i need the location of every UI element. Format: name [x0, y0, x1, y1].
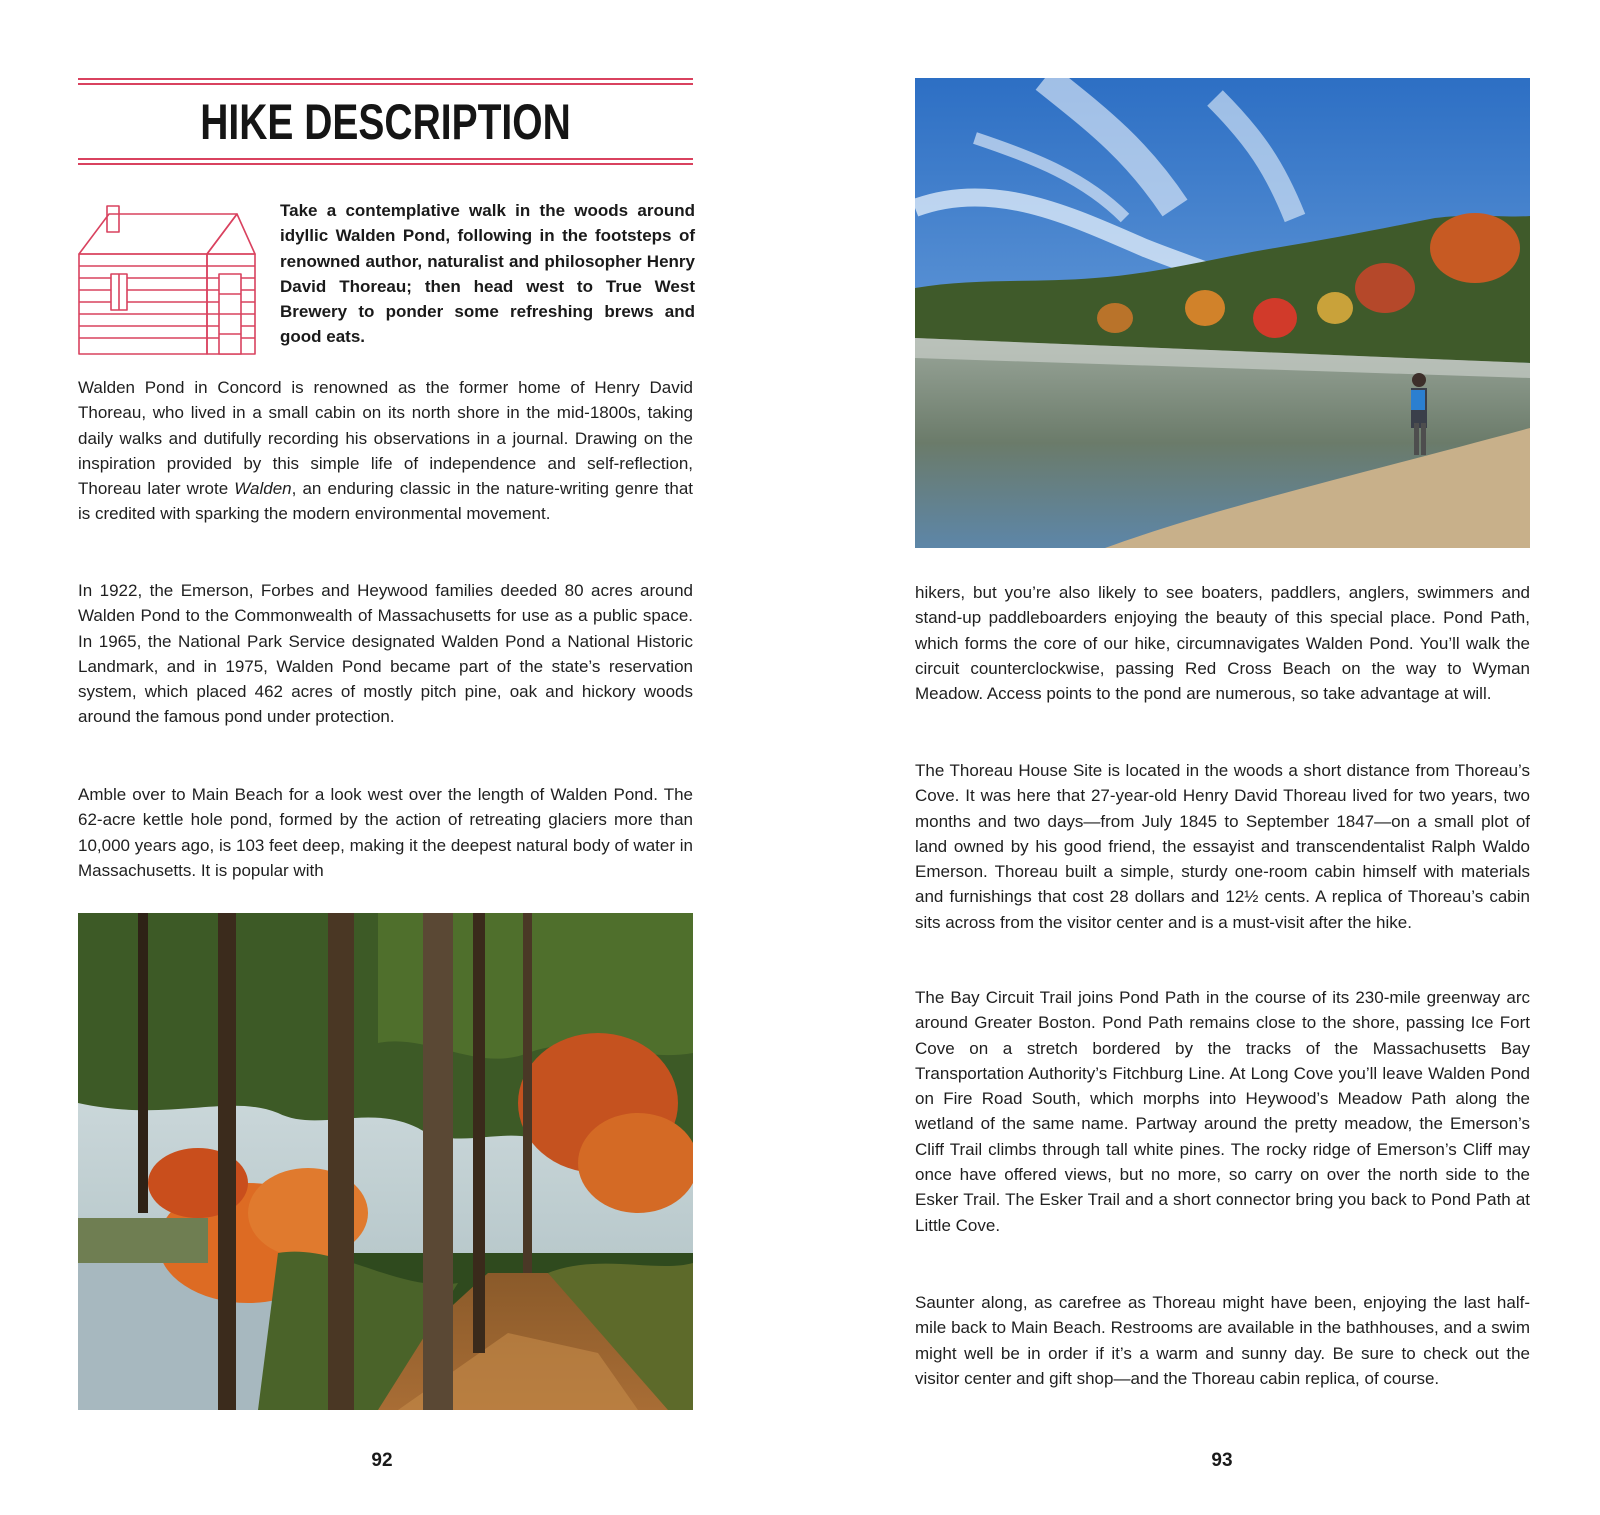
right-page	[800, 0, 1600, 1515]
body-paragraph-3: The Bay Circuit Trail joins Pond Path in the course of its 230-mile greenway arc around Greater Boston. Pond Path remains close to the shore, passing Ice Fort Cove on a stretch bordered by the tracks of the Massachusetts Bay Transportation Authority’s Fitchburg Line. At Long Cove you’ll leave Walden Pond on Fire Road South, which morphs into Heywood’s Meadow Path along the wetland of the same name. Partway around the pretty meadow, the Emerson’s Cliff Trail climbs through tall white pines. The rocky ridge of Emerson’s Cliff may once have offered views, but no more, so carry on over the north side to the Esker Trail. The Esker Trail and a short connector bring you back to Pond Path at Little Cove.	[915, 988, 1530, 1235]
body-paragraph-2: In 1922, the Emerson, Forbes and Heywood families deeded 80 acres around Walden Pond to the Commonwealth of Massachusetts for use as a public space. In 1965, the National Park Service designated Walden Pond a National Historic Landmark, and in 1975, Walden Pond became part of the state’s reservation system, which placed 462 acres of mostly pitch pine, oak and hickory woods around the famous pond under protection.	[78, 581, 693, 727]
page-number: 93	[1211, 1450, 1233, 1471]
body-paragraph-4: Saunter along, as carefree as Thoreau might have been, enjoying the last half-mile back to Main Beach. Restrooms are available in the bathhouses, and a swim might well be in order if it’s a warm and sunny day. Be sure to check out the visitor center and gift shop—and the Thoreau cabin replica, of course.	[915, 1293, 1530, 1388]
body-paragraph-1: hikers, but you’re also likely to see boaters, paddlers, anglers, swimmers and stand-up paddleboarders enjoying the beauty of this special place. Pond Path, which forms the core of our hike, circumnavigates Walden Pond. You’ll walk the circuit counterclockwise, passing Red Cross Beach on the way to Wyman Meadow. Access points to the pond are numerous, so take advantage at will.	[915, 583, 1530, 704]
body-paragraph-2: The Thoreau House Site is located in the woods a short distance from Thoreau’s Cove. It was here that 27-year-old Henry David Thoreau lived for two years, two months and two days—from July 1845 to September 1847—on a small plot of land owned by his good friend, the essayist and transcendentalist Ralph Waldo Emerson. Thoreau built a simple, sturdy one-room cabin himself with materials and furnishings that cost 28 dollars and 12½ cents. A replica of Thoreau’s cabin sits across from the visitor center and is a must-visit after the hike.	[915, 761, 1530, 932]
intro-paragraph: Take a contemplative walk in the woods around idyllic Walden Pond, following in the footsteps of renowned author, naturalist and philosopher Henry David Thoreau; then head west to True West Brewery to ponder some refreshing brews and good eats.	[280, 201, 695, 347]
header-rule-top-2	[78, 83, 693, 85]
log-cabin-icon	[77, 196, 257, 361]
walden-pond-photo	[915, 78, 1530, 548]
header-rule-bottom-2	[78, 163, 693, 165]
header-rule-bottom-1	[78, 158, 693, 160]
body-paragraph-3: Amble over to Main Beach for a look west over the length of Walden Pond. The 62-acre kettle hole pond, formed by the action of retreating glaciers more than 10,000 years ago, is 103 feet deep, making it the deepest natural body of water in Massachusetts. It is popular with	[78, 785, 693, 880]
header-rule-top-1	[78, 78, 693, 80]
page-number: 92	[371, 1450, 393, 1471]
forest-path-photo	[78, 913, 693, 1410]
section-heading: HIKE DESCRIPTION	[200, 94, 571, 150]
body-paragraph-1: Walden Pond in Concord is renowned as the former home of Henry David Thoreau, who lived in a small cabin on its north shore in the mid-1800s, taking daily walks and dutifully recording his observations in a journal. Drawing on the inspiration provided by this simple life of independence and self-reflection, Thoreau later wrote Walden, an enduring classic in the nature-writing genre that is credited with sparking the modern environmental movement.	[78, 378, 693, 524]
